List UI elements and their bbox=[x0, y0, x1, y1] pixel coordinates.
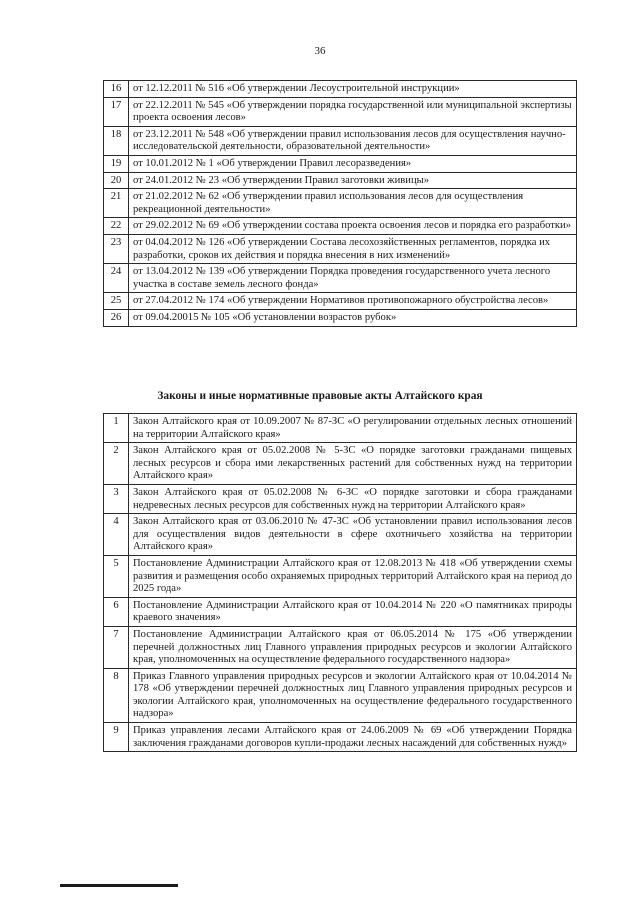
table-row bbox=[104, 155, 577, 172]
table-row bbox=[104, 218, 577, 235]
row-number: 21 bbox=[104, 189, 129, 218]
row-number: 20 bbox=[104, 172, 129, 189]
act-title: от 09.04.20015 № 105 «Об установлении возрастов рубок» bbox=[129, 309, 577, 326]
act-title: от 27.04.2012 № 174 «Об утверждении Нормативов противопожарного обустройства лесов» bbox=[129, 293, 577, 310]
table-row bbox=[104, 264, 577, 293]
section-heading: Законы и иные нормативные правовые акты Алтайского края bbox=[157, 390, 483, 402]
table-row bbox=[104, 668, 577, 722]
table-row bbox=[104, 414, 577, 443]
table-row bbox=[104, 293, 577, 310]
row-number: 23 bbox=[104, 234, 129, 263]
act-title: от 29.02.2012 № 69 «Об утверждении состава проекта освоения лесов и порядка его разработки» bbox=[129, 218, 577, 235]
table-row bbox=[104, 626, 577, 668]
act-title: Закон Алтайского края от 10.09.2007 № 87-ЗС «О регулировании отдельных лесных отношений на территории Алтайского края» bbox=[129, 414, 577, 443]
act-title: Приказ Главного управления природных ресурсов и экологии Алтайского края от 10.04.2014 № 178 «Об утверждении перечней должностных лиц Главного управления природных ресурсов и экологии Алтайского края, уполномоченных на осуществление федерального государственного надзора» bbox=[129, 668, 577, 722]
altai-acts-body bbox=[104, 414, 577, 752]
act-title: Закон Алтайского края от 03.06.2010 № 47-ЗС «Об установлении правил использования лесов для осуществления видов деятельности в сфере охотничьего хозяйства на территории Алтайского края» bbox=[129, 514, 577, 556]
row-number: 7 bbox=[104, 626, 129, 668]
act-title: Закон Алтайского края от 05.02.2008 № 6-ЗС «О порядке заготовки и сбора гражданами недревесных лесных ресурсов для собственных нужд на территории Алтайского края» bbox=[129, 484, 577, 513]
federal-acts-table bbox=[103, 80, 577, 327]
row-number: 9 bbox=[104, 723, 129, 752]
act-title: Постановление Администрации Алтайского края от 12.08.2013 № 418 «Об утверждении схемы развития и размещения особо охраняемых природных территорий Алтайского края на период до 2025 года» bbox=[129, 555, 577, 597]
table-row bbox=[104, 97, 577, 126]
row-number: 2 bbox=[104, 443, 129, 485]
row-number: 1 bbox=[104, 414, 129, 443]
act-title: от 21.02.2012 № 62 «Об утверждении правил использования лесов для осуществления рекреационной деятельности» bbox=[129, 189, 577, 218]
row-number: 8 bbox=[104, 668, 129, 722]
table-row bbox=[104, 309, 577, 326]
row-number: 19 bbox=[104, 155, 129, 172]
row-number: 26 bbox=[104, 309, 129, 326]
table-row bbox=[104, 172, 577, 189]
act-title: Приказ управления лесами Алтайского края от 24.06.2009 № 69 «Об утверждении Порядка заключения гражданами договоров купли-продажи лесных насаждений для собственных нужд» bbox=[129, 723, 577, 752]
row-number: 18 bbox=[104, 126, 129, 155]
row-number: 4 bbox=[104, 514, 129, 556]
act-title: от 12.12.2011 № 516 «Об утверждении Лесоустроительной инструкции» bbox=[129, 81, 577, 98]
row-number: 25 bbox=[104, 293, 129, 310]
row-number: 5 bbox=[104, 555, 129, 597]
altai-acts-table bbox=[103, 413, 577, 752]
row-number: 22 bbox=[104, 218, 129, 235]
act-title: от 23.12.2011 № 548 «Об утверждении правил использования лесов для осуществления научно-исследовательской деятельности, образовательной деятельности» bbox=[129, 126, 577, 155]
row-number: 6 bbox=[104, 597, 129, 626]
table-row bbox=[104, 126, 577, 155]
table-row bbox=[104, 723, 577, 752]
act-title: Постановление Администрации Алтайского края от 10.04.2014 № 220 «О памятниках природы краевого значения» bbox=[129, 597, 577, 626]
table-row bbox=[104, 514, 577, 556]
row-number: 16 bbox=[104, 81, 129, 98]
act-title: от 22.12.2011 № 545 «Об утверждении порядка государственной или муниципальной экспертизы проекта освоения лесов» bbox=[129, 97, 577, 126]
act-title: от 13.04.2012 № 139 «Об утверждении Порядка проведения государственного учета лесного участка в составе земель лесного фонда» bbox=[129, 264, 577, 293]
footer-rule bbox=[60, 884, 178, 887]
table-row bbox=[104, 234, 577, 263]
federal-acts-body bbox=[104, 81, 577, 327]
table-row bbox=[104, 597, 577, 626]
act-title: от 04.04.2012 № 126 «Об утверждении Состава лесохозяйственных регламентов, порядка их разработки, сроков их действия и порядка внесения в них изменений» bbox=[129, 234, 577, 263]
row-number: 17 bbox=[104, 97, 129, 126]
table-row bbox=[104, 189, 577, 218]
act-title: от 10.01.2012 № 1 «Об утверждении Правил лесоразведения» bbox=[129, 155, 577, 172]
page-number: 36 bbox=[314, 45, 326, 57]
row-number: 3 bbox=[104, 484, 129, 513]
table-row bbox=[104, 484, 577, 513]
row-number: 24 bbox=[104, 264, 129, 293]
act-title: от 24.01.2012 № 23 «Об утверждении Правил заготовки живицы» bbox=[129, 172, 577, 189]
table-row bbox=[104, 81, 577, 98]
act-title: Закон Алтайского края от 05.02.2008 № 5-ЗС «О порядке заготовки гражданами пищевых лесных ресурсов и сбора ими лекарственных растений для собственных нужд на территории Алтайского края» bbox=[129, 443, 577, 485]
table-row bbox=[104, 555, 577, 597]
act-title: Постановление Администрации Алтайского края от 06.05.2014 № 175 «Об утверждении перечней должностных лиц Главного управления природных ресурсов и экологии Алтайского края, уполномоченных на осуществление федерального государственного надзора» bbox=[129, 626, 577, 668]
table-row bbox=[104, 443, 577, 485]
